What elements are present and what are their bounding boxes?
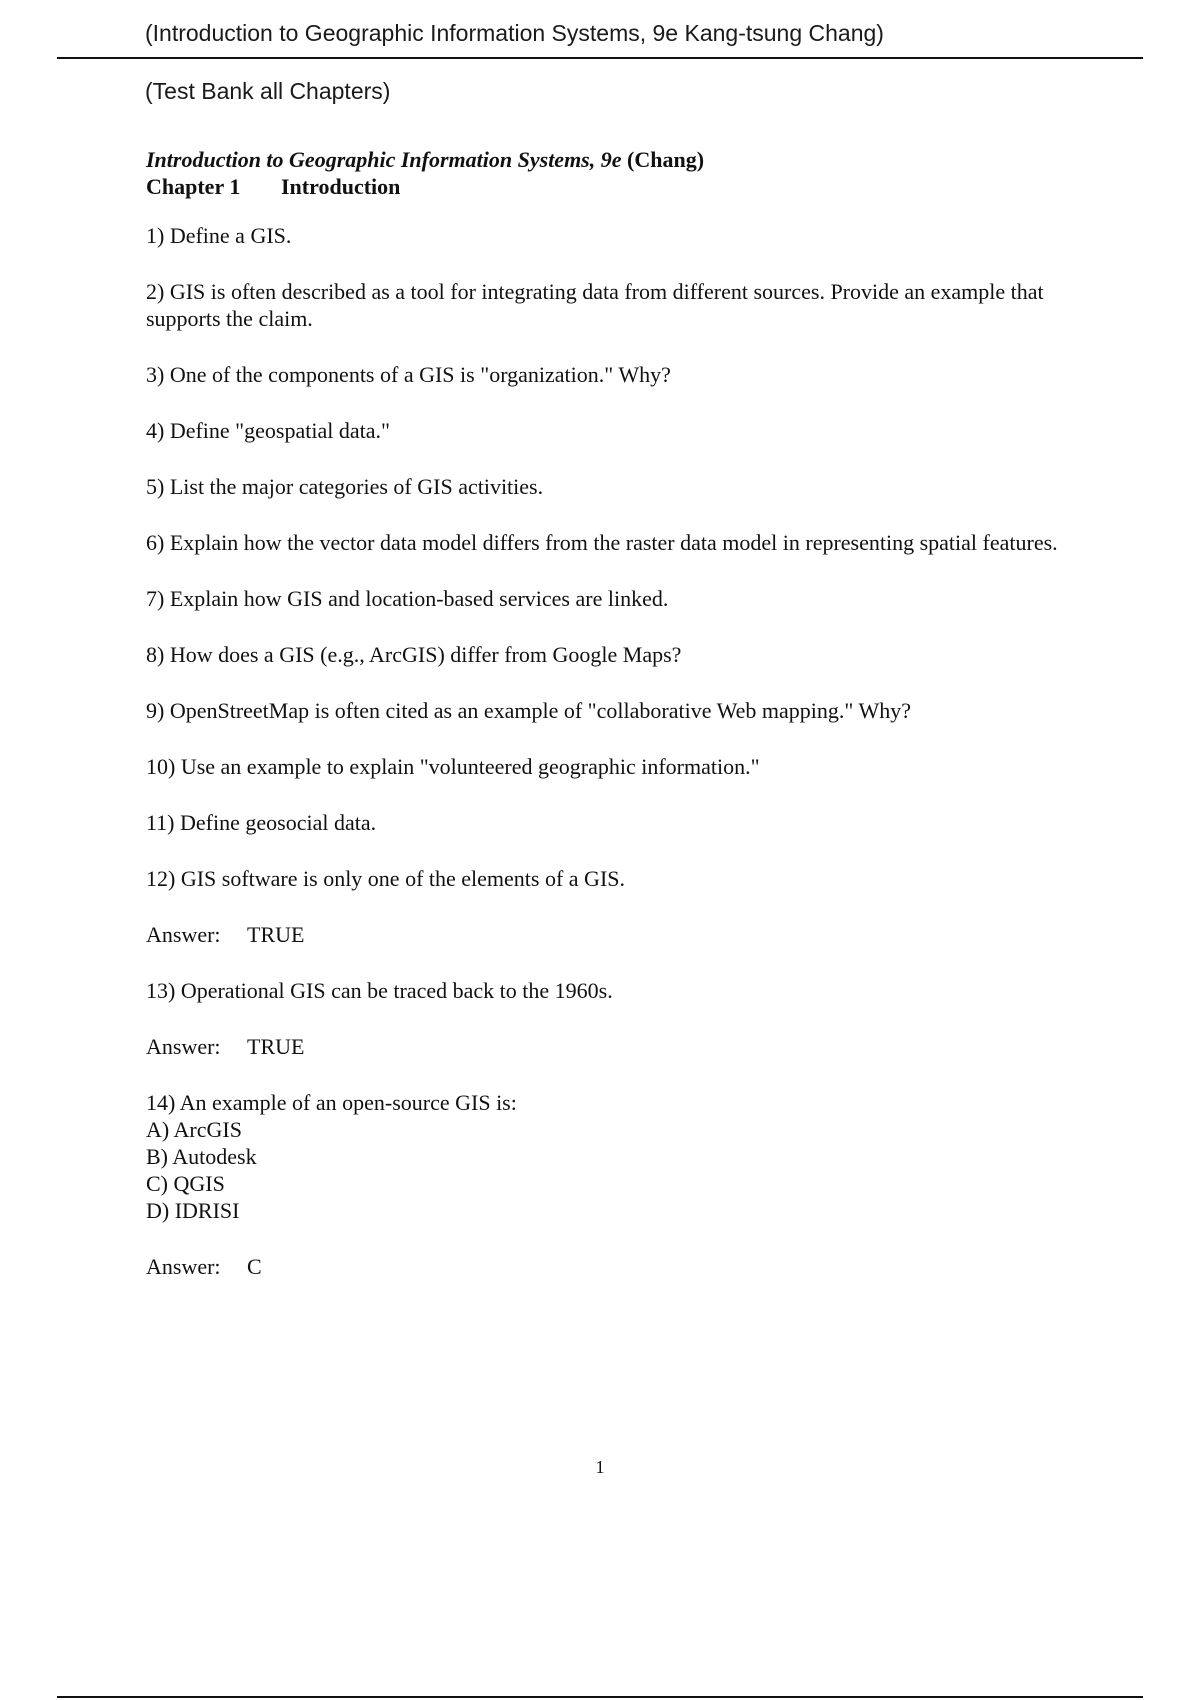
answer-12 bbox=[146, 921, 1086, 948]
answer-label: Answer: bbox=[146, 1034, 221, 1059]
question-7: 7) Explain how GIS and location-based services are linked. bbox=[146, 586, 669, 611]
footer-rule bbox=[57, 1696, 1143, 1698]
answer-13 bbox=[146, 1033, 1086, 1060]
choice-b: B) Autodesk bbox=[146, 1144, 257, 1169]
question-2: 2) GIS is often described as a tool for integrating data from different sources. Provide an example that supports the claim. bbox=[146, 279, 1044, 331]
question-8: 8) How does a GIS (e.g., ArcGIS) differ from Google Maps? bbox=[146, 642, 682, 667]
answer-value: TRUE bbox=[247, 922, 305, 947]
choice-a: A) ArcGIS bbox=[146, 1117, 242, 1142]
book-title-author: (Chang) bbox=[621, 147, 705, 172]
question-3: 3) One of the components of a GIS is "organization." Why? bbox=[146, 362, 671, 387]
page-number: 1 bbox=[595, 1457, 605, 1477]
running-header-title: (Introduction to Geographic Information Systems, 9e Kang-tsung Chang) bbox=[145, 20, 884, 46]
question-4: 4) Define "geospatial data." bbox=[146, 418, 390, 443]
answer-label: Answer: bbox=[146, 1254, 221, 1279]
question-14 bbox=[146, 1089, 1086, 1224]
book-title bbox=[146, 146, 1086, 173]
choice-c: C) QGIS bbox=[146, 1171, 225, 1196]
test-bank-subtitle: (Test Bank all Chapters) bbox=[145, 78, 391, 104]
choice-d: D) IDRISI bbox=[146, 1198, 240, 1223]
question-12: 12) GIS software is only one of the elements of a GIS. bbox=[146, 866, 626, 891]
question-5: 5) List the major categories of GIS activities. bbox=[146, 474, 544, 499]
question-13: 13) Operational GIS can be traced back to the 1960s. bbox=[146, 978, 613, 1003]
chapter-number: Chapter 1 bbox=[146, 174, 241, 199]
question-1: 1) Define a GIS. bbox=[146, 223, 292, 248]
answer-value: TRUE bbox=[247, 1034, 305, 1059]
answer-label: Answer: bbox=[146, 922, 221, 947]
question-6: 6) Explain how the vector data model differs from the raster data model in representing spatial features. bbox=[146, 530, 1058, 555]
question-11: 11) Define geosocial data. bbox=[146, 810, 377, 835]
chapter-name: Introduction bbox=[281, 174, 401, 199]
header-rule bbox=[57, 57, 1143, 59]
question-9: 9) OpenStreetMap is often cited as an example of "collaborative Web mapping." Why? bbox=[146, 698, 911, 723]
book-title-italic: Introduction to Geographic Information Systems, 9e bbox=[146, 147, 622, 172]
question-14-stem: 14) An example of an open-source GIS is: bbox=[146, 1090, 517, 1115]
answer-14 bbox=[146, 1253, 1086, 1280]
document-body bbox=[146, 146, 1086, 1309]
chapter-heading bbox=[146, 173, 1086, 200]
answer-value: C bbox=[247, 1254, 262, 1279]
question-10: 10) Use an example to explain "volunteered geographic information." bbox=[146, 754, 760, 779]
